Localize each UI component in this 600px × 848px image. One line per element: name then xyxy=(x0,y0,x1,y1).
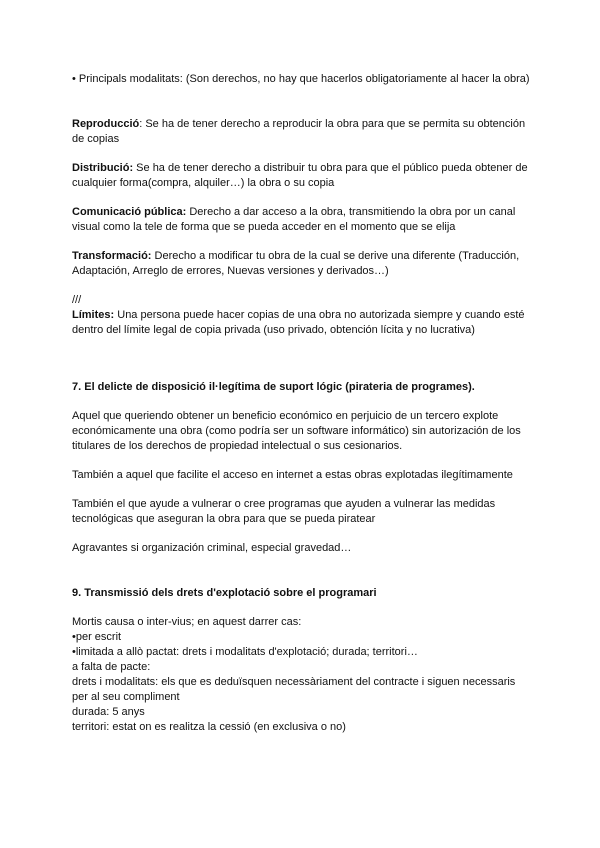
section7-heading xyxy=(72,380,532,395)
comunicacio-term: Comunicació pública: xyxy=(72,206,187,218)
section9-line: •limitada a allò pactat: drets i modalitats d'explotació; durada; territori… xyxy=(72,646,418,658)
section9-line: a falta de pacte: xyxy=(72,661,151,673)
transformacio-paragraph xyxy=(72,249,532,279)
reproduccio-paragraph xyxy=(72,117,532,147)
section7-paragraph-2 xyxy=(72,468,532,483)
modalitats-paragraph xyxy=(72,72,532,87)
distribucio-term: Distribució: xyxy=(72,162,134,174)
limites-term: Límites: xyxy=(72,309,115,321)
section7-paragraph-3 xyxy=(72,497,532,527)
reproduccio-term: Reproducció xyxy=(72,118,140,130)
section9-body xyxy=(72,615,532,735)
section9-heading xyxy=(72,586,532,601)
section7-p1-text: Aquel que queriendo obtener un beneficio económico en perjuicio de un tercero explote económicamente una obra (como podría ser un software informático) sin autorización de los titulares de los derechos de propiedad intelectual o sus cesionarios. xyxy=(72,410,521,452)
limites-text: Una persona puede hacer copias de una obra no autorizada siempre y cuando esté dentro del límite legal de copia privada (uso privado, obtención lícita y no lucrativa) xyxy=(72,309,525,336)
section9-line: durada: 5 anys xyxy=(72,706,145,718)
section9-title: 9. Transmissió dels drets d'explotació sobre el programari xyxy=(72,587,377,599)
limites-paragraph xyxy=(72,293,532,338)
section7-title: 7. El delicte de disposició il·legítima de suport lógic (pirateria de programes). xyxy=(72,381,475,393)
comunicacio-text: Derecho a dar acceso a la obra, transmitiendo la obra por un canal visual como la tele de forma que se pueda acceder en el momento que se elija xyxy=(72,206,516,233)
section9-line: territori: estat on es realitza la cessió (en exclusiva o no) xyxy=(72,721,346,733)
section9-line: Mortis causa o inter-vius; en aquest darrer cas: xyxy=(72,616,302,628)
transformacio-term: Transformació: xyxy=(72,250,152,262)
separator-text: /// xyxy=(72,294,82,306)
section7-p4-text: Agravantes si organización criminal, especial gravedad… xyxy=(72,542,352,554)
reproduccio-text: : Se ha de tener derecho a reproducir la obra para que se permita su obtención de copias xyxy=(72,118,526,145)
modalitats-text: • Principals modalitats: (Son derechos, no hay que hacerlos obligatoriamente al hacer la obra) xyxy=(72,73,530,85)
transformacio-text: Derecho a modificar tu obra de la cual se derive una diferente (Traducción, Adaptación, Arreglo de errores, Nuevas versiones y derivados…) xyxy=(72,250,520,277)
distribucio-text: Se ha de tener derecho a distribuir tu obra para que el público pueda obtener de cualquier forma(compra, alquiler…) la obra o su copia xyxy=(72,162,528,189)
section7-paragraph-1 xyxy=(72,409,532,454)
distribucio-paragraph xyxy=(72,161,532,191)
section9-line: drets i modalitats: els que es deduïsquen necessàriament del contracte i siguen necessaris per al seu compliment xyxy=(72,676,516,703)
comunicacio-paragraph xyxy=(72,205,532,235)
section7-p2-text: También a aquel que facilite el acceso en internet a estas obras explotadas ilegítimamente xyxy=(72,469,513,481)
section7-p3-text: También el que ayude a vulnerar o cree programas que ayuden a vulnerar las medidas tecnológicas que aseguran la obra para que se pueda piratear xyxy=(72,498,496,525)
section9-line: •per escrit xyxy=(72,631,122,643)
section7-paragraph-4 xyxy=(72,541,532,556)
